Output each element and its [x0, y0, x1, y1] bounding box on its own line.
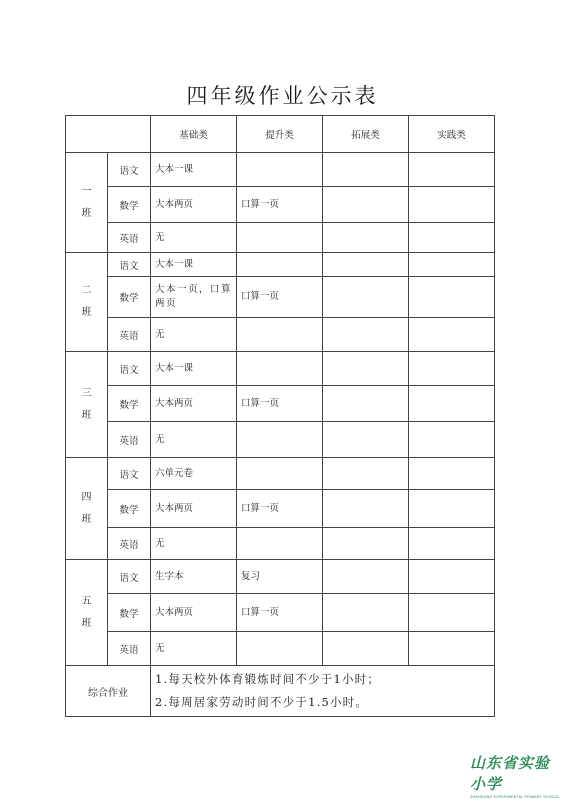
extend-cell	[323, 528, 409, 560]
subject-cell: 数学	[108, 386, 151, 422]
subject-cell: 语文	[108, 253, 151, 277]
practice-cell	[409, 490, 495, 528]
improve-cell	[237, 153, 323, 187]
improve-cell	[237, 253, 323, 277]
class-label-3: 三 班	[66, 352, 108, 458]
practice-cell	[409, 153, 495, 187]
practice-cell	[409, 352, 495, 386]
subject-cell: 数学	[108, 490, 151, 528]
subject-cell: 英语	[108, 422, 151, 458]
table-row	[66, 560, 495, 594]
table-row	[66, 223, 495, 253]
subject-cell: 数学	[108, 594, 151, 632]
subject-cell: 语文	[108, 153, 151, 187]
extend-cell	[323, 386, 409, 422]
extend-cell	[323, 594, 409, 632]
practice-cell	[409, 253, 495, 277]
basic-cell: 大本一课	[151, 153, 237, 187]
practice-cell	[409, 458, 495, 490]
extend-cell	[323, 490, 409, 528]
improve-cell: 口算一页	[237, 386, 323, 422]
summary-item: 1.每天校外体育锻炼时间不少于1小时；	[155, 672, 381, 686]
school-logo-english: SHANDONG EXPERIMENTAL PRIMARY SCHOOL	[470, 795, 560, 799]
practice-cell	[409, 560, 495, 594]
practice-cell	[409, 386, 495, 422]
basic-cell: 大本两页	[151, 386, 237, 422]
improve-cell: 口算一页	[237, 490, 323, 528]
subject-cell: 数学	[108, 277, 151, 318]
basic-cell: 大本一课	[151, 253, 237, 277]
summary-items	[151, 666, 495, 717]
corner-cell	[66, 116, 151, 153]
page-title: 四年级作业公示表	[186, 84, 379, 108]
extend-cell	[323, 632, 409, 666]
extend-cell	[323, 422, 409, 458]
table-row	[66, 490, 495, 528]
subject-cell: 英语	[108, 318, 151, 352]
practice-cell	[409, 594, 495, 632]
summary-item: 2.每周居家劳动时间不少于1.5小时。	[155, 695, 369, 709]
extend-cell	[323, 253, 409, 277]
subject-cell: 语文	[108, 352, 151, 386]
improve-cell: 口算一页	[237, 594, 323, 632]
homework-table	[65, 115, 495, 717]
extend-cell	[323, 277, 409, 318]
subject-cell: 英语	[108, 223, 151, 253]
table-row	[66, 422, 495, 458]
header-extend: 拓展类	[323, 116, 409, 153]
basic-cell: 大本两页	[151, 187, 237, 223]
header-improve: 提升类	[237, 116, 323, 153]
table-row	[66, 528, 495, 560]
improve-cell	[237, 318, 323, 352]
table-row	[66, 153, 495, 187]
table-row	[66, 352, 495, 386]
extend-cell	[323, 153, 409, 187]
practice-cell	[409, 318, 495, 352]
class-label-4: 四 班	[66, 458, 108, 560]
basic-cell: 无	[151, 318, 237, 352]
basic-cell: 无	[151, 632, 237, 666]
extend-cell	[323, 318, 409, 352]
table-row	[66, 458, 495, 490]
class-label-2: 二 班	[66, 253, 108, 352]
table-row	[66, 318, 495, 352]
basic-cell: 大本两页	[151, 594, 237, 632]
subject-cell: 语文	[108, 560, 151, 594]
basic-cell: 大本两页	[151, 490, 237, 528]
summary-row	[66, 666, 495, 717]
class-label-5: 五 班	[66, 560, 108, 666]
basic-cell: 无	[151, 223, 237, 253]
subject-cell: 数学	[108, 187, 151, 223]
class-label-1: 一 班	[66, 153, 108, 253]
practice-cell	[409, 528, 495, 560]
practice-cell	[409, 223, 495, 253]
basic-cell: 六单元卷	[151, 458, 237, 490]
table-row	[66, 386, 495, 422]
header-basic: 基础类	[151, 116, 237, 153]
improve-cell	[237, 458, 323, 490]
practice-cell	[409, 422, 495, 458]
extend-cell	[323, 223, 409, 253]
summary-label: 综合作业	[66, 666, 151, 717]
basic-cell: 大本一课	[151, 352, 237, 386]
table-row	[66, 632, 495, 666]
improve-cell	[237, 528, 323, 560]
table-row	[66, 277, 495, 318]
extend-cell	[323, 352, 409, 386]
subject-cell: 英语	[108, 632, 151, 666]
improve-cell	[237, 422, 323, 458]
subject-cell: 英语	[108, 528, 151, 560]
practice-cell	[409, 632, 495, 666]
improve-cell	[237, 223, 323, 253]
improve-cell: 口算一页	[237, 277, 323, 318]
extend-cell	[323, 560, 409, 594]
extend-cell	[323, 187, 409, 223]
basic-cell: 无	[151, 528, 237, 560]
basic-cell: 大本一页，口算两页	[151, 277, 237, 318]
improve-cell	[237, 632, 323, 666]
improve-cell: 复习	[237, 560, 323, 594]
school-logo-name: 山东省实验小学	[470, 754, 551, 793]
table-row	[66, 187, 495, 223]
basic-cell: 生字本	[151, 560, 237, 594]
header-row	[66, 116, 495, 153]
subject-cell: 语文	[108, 458, 151, 490]
school-logo	[470, 752, 560, 799]
improve-cell	[237, 352, 323, 386]
practice-cell	[409, 277, 495, 318]
table-row	[66, 253, 495, 277]
extend-cell	[323, 458, 409, 490]
improve-cell: 口算一页	[237, 187, 323, 223]
practice-cell	[409, 187, 495, 223]
basic-cell: 无	[151, 422, 237, 458]
table-row	[66, 594, 495, 632]
header-practice: 实践类	[409, 116, 495, 153]
